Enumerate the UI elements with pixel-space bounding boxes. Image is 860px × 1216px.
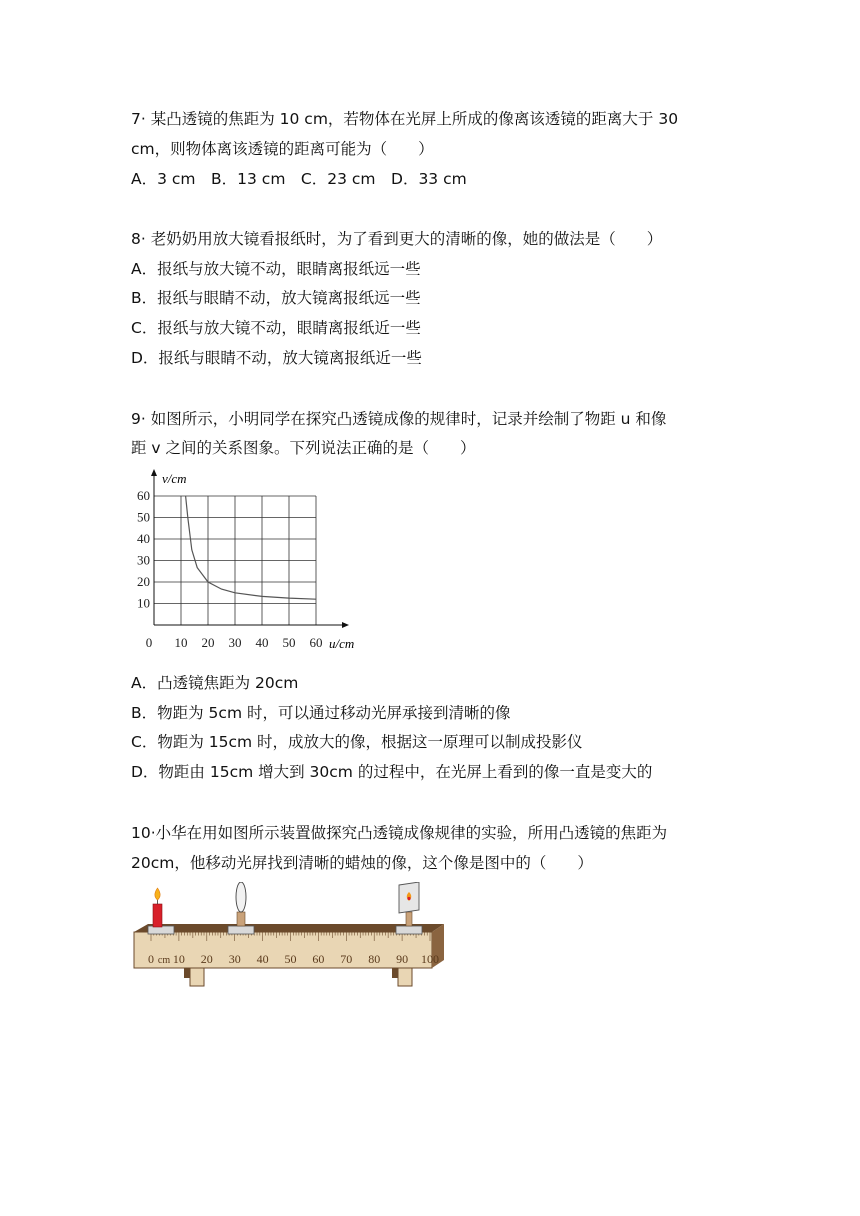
y-axis-arrow [151,469,157,476]
q10-stem-line2: 20cm，他移动光屏找到清晰的蜡烛的像，这个像是图中的（ ） [131,854,593,872]
q9-stem-line2: 距 v 之间的关系图象。下列说法正确的是（ ） [131,439,476,457]
q8-option-b: B．报纸与眼睛不动，放大镜离报纸远一些 [131,289,421,307]
ruler-label: 80 [368,952,381,966]
x-axis-arrow [342,622,349,628]
screen-holder [396,926,422,934]
ruler-label: 50 [284,952,297,966]
convex-lens [236,882,246,912]
screen-post [406,912,412,926]
q10-stem-line1: 10·小华在用如图所示装置做探究凸透镜成像规律的实验，所用凸透镜的焦距为 [131,824,668,842]
bench-leg-right [398,968,412,986]
q9-option-b: B．物距为 5cm 时，可以通过移动光屏承接到清晰的像 [131,704,511,722]
y-tick-label: 30 [137,552,150,568]
uv-chart [125,464,370,659]
x-tick-label: 30 [228,635,242,650]
q8-stem: 8· 老奶奶用放大镜看报纸时，为了看到更大的清晰的像，她的做法是（ ） [131,230,663,248]
y-tick-label: 40 [137,531,150,546]
q9-option-c: C．物距为 15cm 时，成放大的像，根据这一原理可以制成投影仪 [131,733,583,751]
chart-grid [154,496,316,625]
ruler-unit: cm [157,955,171,966]
ruler-label: 40 [256,952,269,966]
y-tick-label: 20 [137,574,150,589]
q7-stem-line1: 7· 某凸透镜的焦距为 10 cm，若物体在光屏上所成的像离该透镜的距离大于 30 [131,110,679,128]
q8-option-d: D．报纸与眼睛不动，放大镜离报纸近一些 [131,349,422,367]
x-tick-label: 10 [174,635,188,650]
ruler-label: 90 [396,952,409,966]
lens-holder [228,926,254,934]
q7-stem-line2: cm，则物体离该透镜的距离可能为（ ） [131,140,434,158]
x-tick-label: 60 [309,635,323,650]
ruler-label: 100 [421,952,439,966]
x-tick-label: 0 [145,635,153,650]
y-tick-label: 60 [137,488,150,503]
y-axis-label: v/cm [162,471,187,486]
chart-ticks [137,488,323,650]
ruler-label: 20 [200,952,213,966]
x-axis-label: u/cm [329,636,355,651]
ruler-label: 30 [228,952,241,966]
x-tick-label: 50 [282,635,296,650]
q9-stem-line1: 9· 如图所示，小明同学在探究凸透镜成像的规律时，记录并绘制了物距 u 和像 [131,410,667,428]
q8-option-a: A．报纸与放大镜不动，眼睛离报纸远一些 [131,260,421,278]
q8-option-c: C．报纸与放大镜不动，眼睛离报纸近一些 [131,319,421,337]
x-tick-label: 20 [201,635,215,650]
bench-leg-left [190,968,204,986]
q9-option-a: A．凸透镜焦距为 20cm [131,674,299,692]
candle [153,904,162,927]
candle-flame-icon [155,888,160,900]
ruler-label: 60 [312,952,325,966]
x-tick-label: 40 [255,635,269,650]
q7-options: A．3 cm B．13 cm C．23 cm D．33 cm [131,170,467,188]
ruler-label: 0 [148,952,154,966]
ruler-label: 10 [172,952,185,966]
y-tick-label: 10 [137,595,150,611]
ruler-label: 70 [340,952,353,966]
optical-bench-figure [128,882,448,988]
q9-option-d: D．物距由 15cm 增大到 30cm 的过程中，在光屏上看到的像一直是变大的 [131,763,653,781]
chart-series-line [186,496,316,599]
lens-post [237,912,245,926]
y-tick-label: 50 [137,509,150,525]
